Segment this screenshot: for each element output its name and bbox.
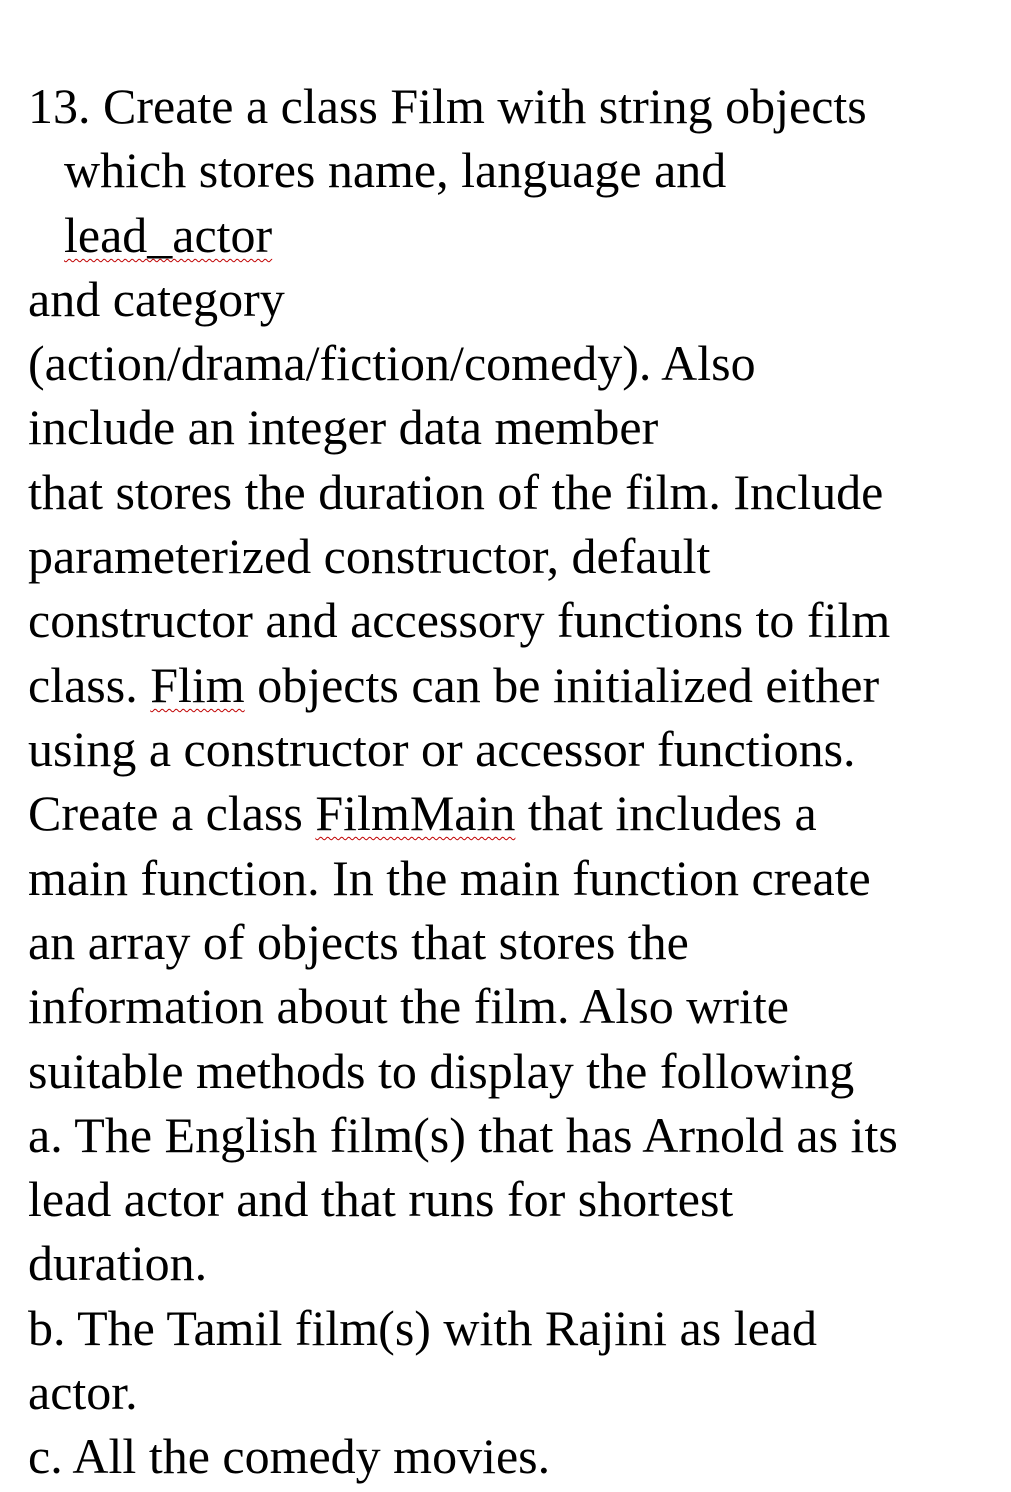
text-line: actor. [28,1364,138,1420]
text-line: c. All the comedy movies. [28,1428,551,1484]
text-line: include an integer data member [28,399,659,455]
text-line [28,653,879,717]
text-line: (action/drama/fiction/comedy). Also [28,335,756,391]
text-run: Create a class [28,785,316,841]
spellcheck-flagged-word[interactable]: Flim [150,657,245,713]
text-line: and category [28,271,285,327]
spellcheck-flagged-word[interactable]: lead_actor [64,207,273,263]
text-line: main function. In the main function create [28,850,871,906]
text-line: information about the film. Also write [28,978,789,1034]
text-line: using a constructor or accessor functions. [28,721,856,777]
text-run: class. [28,657,151,713]
text-line: duration. [28,1235,208,1291]
text-line: which stores name, language and [64,142,727,198]
text-line: parameterized constructor, default [28,528,711,584]
text-line: lead actor and that runs for shortest [28,1171,734,1227]
spellcheck-flagged-word[interactable]: FilmMain [315,785,516,841]
text-line [28,781,817,845]
text-line: b. The Tamil film(s) with Rajini as lead [28,1300,817,1356]
text-line: a. The English film(s) that has Arnold as its [28,1107,898,1163]
text-line [64,203,272,267]
text-line: constructor and accessory functions to film [28,592,891,648]
text-run: objects can be initialized either [244,657,880,713]
text-line: suitable methods to display the following [28,1043,855,1099]
text-run: that includes a [515,785,817,841]
text-line: 13. Create a class Film with string objects [28,78,867,134]
text-line: an array of objects that stores the [28,914,689,970]
text-line: that stores the duration of the film. Include [28,464,884,520]
